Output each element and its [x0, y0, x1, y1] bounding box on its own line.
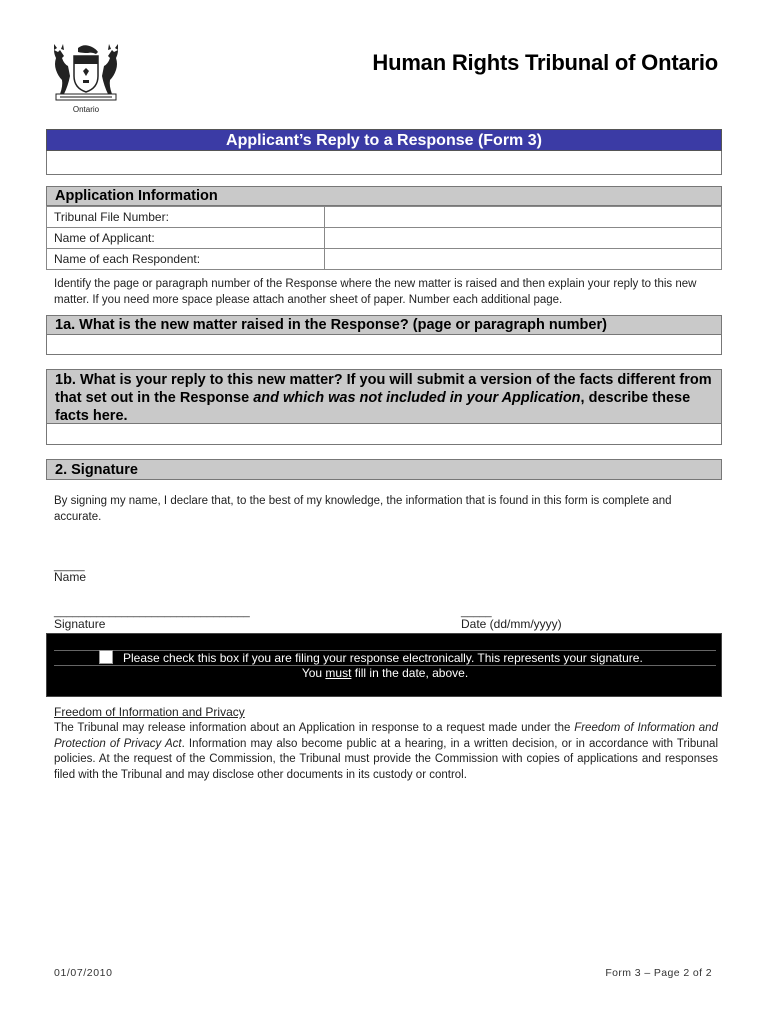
note-emphasis: must — [325, 666, 352, 680]
application-information-heading: Application Information — [46, 186, 722, 206]
form-title: Applicant’s Reply to a Response (Form 3) — [46, 129, 722, 151]
privacy-body — [54, 721, 718, 783]
footer-date: 01/07/2010 — [54, 967, 113, 979]
table-row — [47, 207, 722, 228]
section-1b-heading-italic: and which was not included in your Application — [253, 390, 581, 406]
section-2 — [46, 459, 722, 480]
application-information-table — [46, 206, 722, 270]
section-1b-heading-end: , describe these facts here. — [55, 390, 691, 424]
tribunal-file-number-label: Tribunal File Number: — [47, 207, 325, 228]
table-row — [47, 228, 722, 249]
applicant-name-label: Name of Applicant: — [47, 228, 325, 249]
privacy-title: Freedom of Information and Privacy — [54, 705, 245, 719]
ontario-coat-of-arms-logo — [50, 42, 122, 118]
logo-wordmark: Ontario — [72, 105, 100, 114]
electronic-signature-box — [46, 633, 722, 697]
signature-line-part: ____________ — [176, 606, 250, 618]
form-title-field[interactable] — [46, 151, 722, 175]
checkbox-label: Please check this box if you are filing your response electronically. This represents your signature. — [123, 651, 643, 665]
coat-of-arms-icon — [50, 42, 122, 104]
organization-title: Human Rights Tribunal of Ontario — [372, 50, 718, 75]
instructions-text: Identify the page or paragraph number of the Response where the new matter is raised and then explain your reply to this new matter. If you need more space please attach another sheet of paper. Number each additional page. — [54, 278, 697, 306]
tribunal-file-number-field[interactable] — [325, 207, 722, 228]
signature-label: Signature — [54, 617, 106, 631]
signature-line-part: ____________________ — [54, 606, 177, 618]
date-label: Date (dd/mm/yyyy) — [461, 617, 562, 631]
privacy-text: . Information may also become public at a hearing, in a written decision, or in accordance with Tribunal policies. At the request of the Commission, the Tribunal must provide the Commission with copies of applications and responses filed with the Tribunal and may disclose other documents in its custody or control. — [54, 737, 719, 781]
note-text: fill in the date, above. — [351, 666, 469, 680]
application-information-section — [46, 186, 722, 270]
respondent-name-label: Name of each Respondent: — [47, 249, 325, 270]
table-row — [47, 249, 722, 270]
section-1a-heading: 1a. What is the new matter raised in the Response? (page or paragraph number) — [46, 315, 722, 335]
respondent-name-field[interactable] — [325, 249, 722, 270]
section-1a — [46, 315, 722, 355]
footer-page-number: Form 3 – Page 2 of 2 — [605, 967, 712, 979]
note-text: You — [301, 666, 326, 680]
electronic-filing-checkbox[interactable] — [99, 650, 113, 664]
privacy-text: The Tribunal may release information about an Application in response to a request made under the — [54, 722, 575, 734]
date-line[interactable]: _____ — [461, 606, 492, 618]
date-requirement-note — [47, 666, 723, 680]
section-1b — [46, 369, 722, 445]
applicant-name-field[interactable] — [325, 228, 722, 249]
section-1a-field[interactable] — [46, 335, 722, 355]
form-title-section — [46, 129, 722, 175]
name-line[interactable]: _____ — [54, 560, 85, 572]
declaration-text: By signing my name, I declare that, to the best of my knowledge, the information that is found in this form is complete and accurate. — [54, 495, 672, 523]
section-1b-heading-text: 1b. What is your reply to this new matter? If you will submit a version of the facts different from that set out in the Response — [55, 372, 712, 406]
privacy-act-name: Freedom of Information and Protection of Privacy Act — [54, 722, 718, 750]
section-1b-heading — [46, 369, 722, 424]
signature-heading: 2. Signature — [46, 459, 722, 480]
name-label: Name — [54, 570, 87, 584]
section-1b-field[interactable] — [46, 424, 722, 445]
